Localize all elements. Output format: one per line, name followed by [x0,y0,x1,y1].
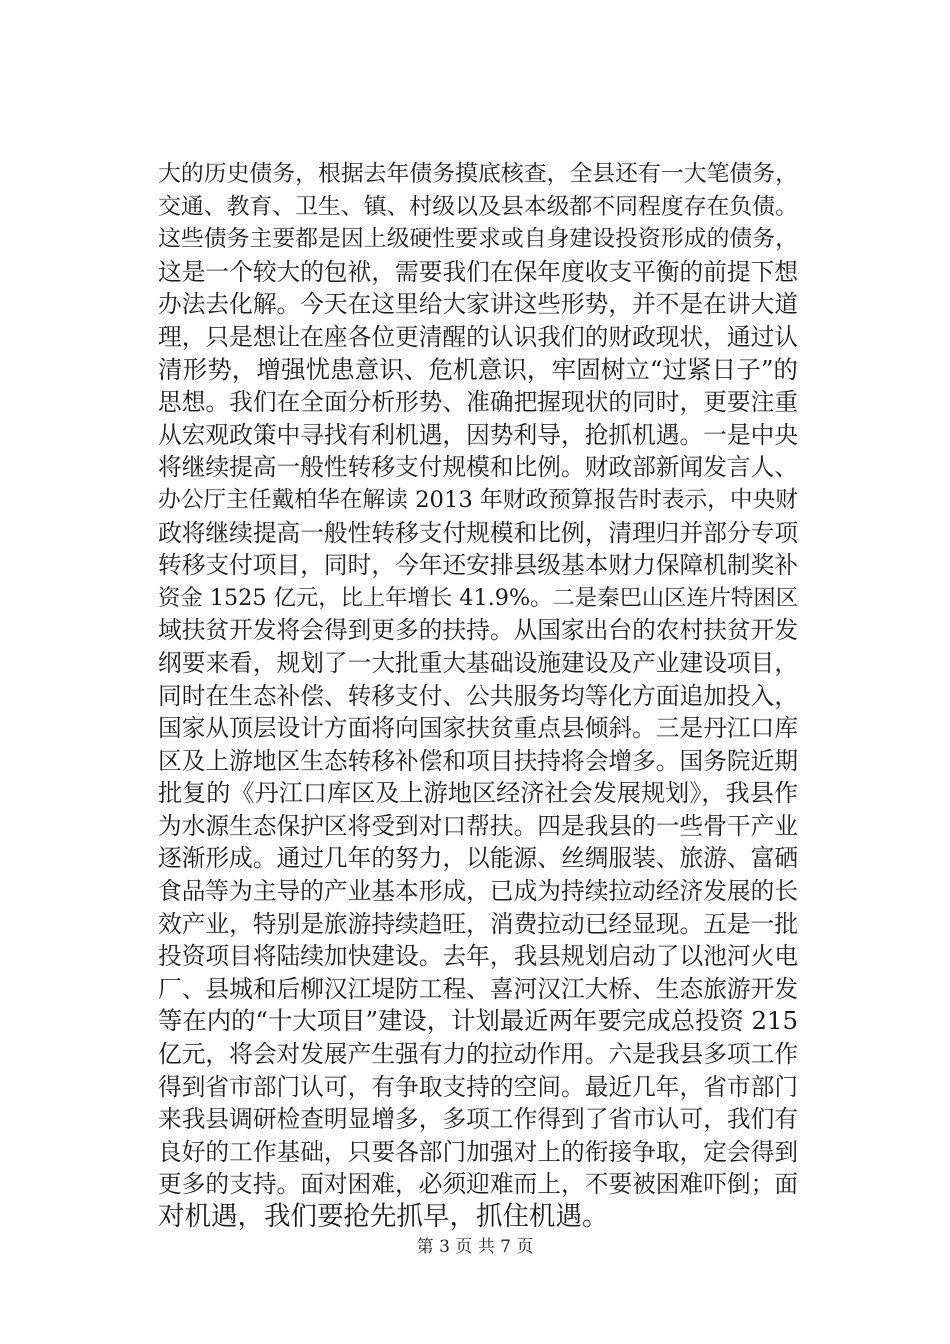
text-line-6: 理，只是想让在座各位更清醒的认识我们的财政现状，通过认 [158,322,798,351]
text-line-8: 思想。我们在全面分析形势、准确把握现状的同时，更要注重 [158,388,798,417]
text-line-9: 从宏观政策中寻找有利机遇，因势利导，抢抓机遇。一是中央 [158,420,798,449]
text-line-18: 国家从顶层设计方面将向国家扶贫重点县倾斜。三是丹江口库 [158,714,798,743]
text-line-27: 等在内的“十大项目”建设，计划最近两年要完成总投资 215 [158,1006,798,1036]
text-line-1: 大的历史债务，根据去年债务摸底核查，全县还有一大笔债务， [158,161,798,187]
text-line-15: 域扶贫开发将会得到更多的扶持。从国家出台的农村扶贫开发 [158,616,798,645]
text-line-23: 食品等为主导的产业基本形成，已成为持续拉动经济发展的长 [158,877,798,906]
text-line-10: 将继续提高一般性转移支付规模和比例。财政部新闻发言人、 [158,453,798,482]
text-line-31: 良好的工作基础，只要各部门加强对上的衔接争取，定会得到 [158,1137,798,1166]
text-line-5: 办法去化解。今天在这里给大家讲这些形势，并不是在讲大道 [158,290,798,319]
text-line-24: 效产业，特别是旅游持续趋旺，消费拉动已经显现。五是一批 [158,909,798,938]
text-line-7: 清形势，增强忧患意识、危机意识，牢固树立“过紧日子”的 [158,354,798,384]
text-line-4: 这是一个较大的包袱，需要我们在保年度收支平衡的前提下想 [158,257,798,286]
text-line-33: 对机遇，我们要抢先抓早，抓住机遇。 [158,1201,609,1232]
text-line-19: 区及上游地区生态转移补偿和项目扶持将会增多。国务院近期 [158,746,798,775]
text-line-29: 得到省市部门认可，有争取支持的空间。最近几年，省市部门 [158,1072,798,1101]
text-line-17: 同时在生态补偿、转移支付、公共服务均等化方面追加投入， [158,681,798,710]
text-line-26: 厂、县城和后柳汉江堤防工程、喜河汉江大桥、生态旅游开发 [158,974,798,1003]
page-number-label: 第 3 页 共 7 页 [416,1237,534,1257]
text-line-28: 亿元，将会对发展产生强有力的拉动作用。六是我县多项工作 [158,1040,798,1069]
text-line-22: 逐渐形成。通过几年的努力，以能源、丝绸服装、旅游、富硒 [158,844,798,873]
text-line-12: 政将继续提高一般性转移支付规模和比例，清理归并部分专项 [158,518,798,547]
text-line-21: 为水源生态保护区将受到对口帮扶。四是我县的一些骨干产业 [158,811,798,840]
text-line-16: 纲要来看，规划了一大批重大基础设施建设及产业建设项目， [158,648,798,677]
text-line-13: 转移支付项目，同时，今年还安排县级基本财力保障机制奖补 [158,551,798,580]
text-line-32: 更多的支持。面对困难，必须迎难而上，不要被困难吓倒；面 [158,1170,798,1199]
body-text [158,158,798,1234]
text-line-2: 交通、教育、卫生、镇、村级以及县本级都不同程度存在负债。 [158,193,798,220]
text-line-20: 批复的《丹江口库区及上游地区经济社会发展规划》，我县作 [158,779,798,808]
text-line-30: 来我县调研检查明显增多，多项工作得到了省市认可，我们有 [158,1105,798,1134]
text-line-11: 办公厅主任戴柏华在解读 2013 年财政预算报告时表示，中央财 [158,486,798,513]
text-line-25: 投资项目将陆续加快建设。去年，我县规划启动了以池河火电 [158,942,798,971]
page-footer [0,1235,950,1259]
text-line-3: 这些债务主要都是因上级硬性要求或自身建设投资形成的债务， [158,226,798,253]
text-line-14: 资金 1525 亿元，比上年增长 41.9%。二是秦巴山区连片特困区 [158,584,798,611]
